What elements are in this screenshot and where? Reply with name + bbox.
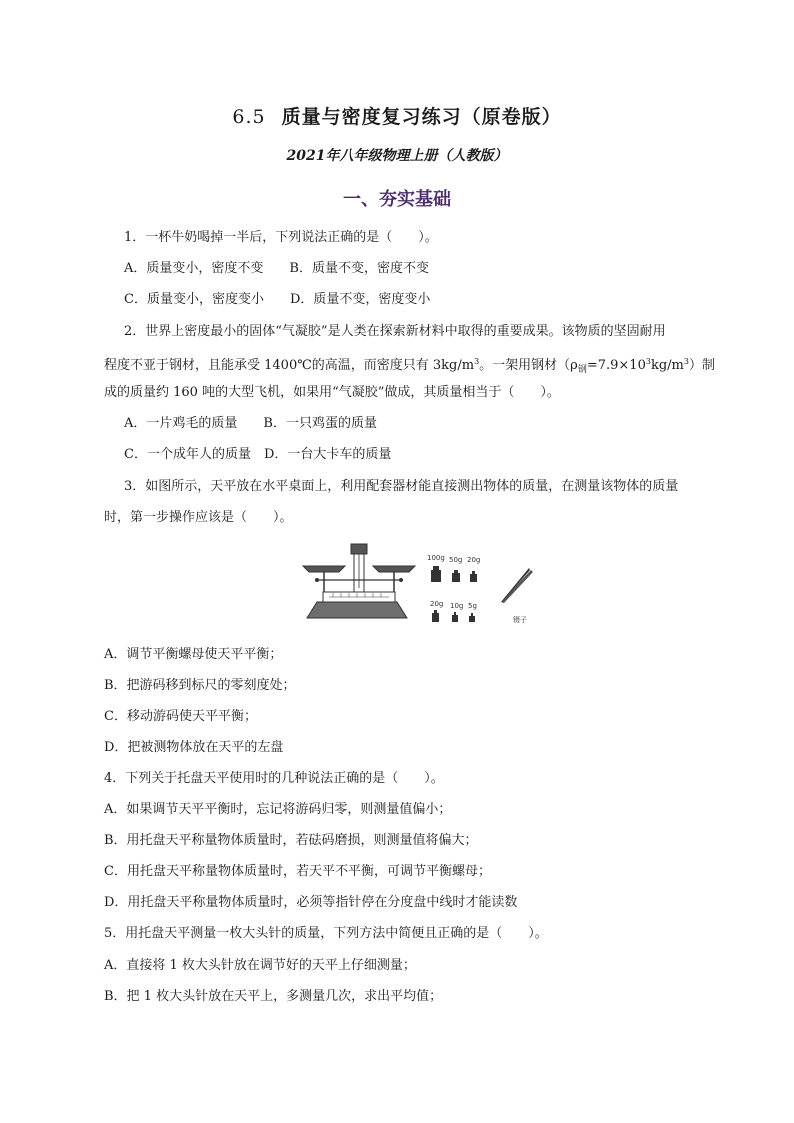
q2-line-3: 成的质量约 160 吨的大型飞机，如果用“气凝胶”做成，其质量相当于（ ）。 <box>104 385 560 400</box>
weight-label-100g: 100g <box>427 554 445 562</box>
title-text: 质量与密度复习练习（原卷版） <box>281 106 562 128</box>
page-subtitle: 2021年八年级物理上册（人教版） <box>286 148 508 164</box>
q3-option-c: C．移动游码使天平平衡； <box>104 709 257 724</box>
balance-figure <box>299 540 547 628</box>
q2-line-1: 2．世界上密度最小的固体“气凝胶”是人类在探索新材料中取得的重要成果。该物质的坚固耐用 <box>124 324 666 339</box>
q5-option-a: A．直接将 1 枚大头针放在调节好的天平上仔细测量； <box>104 958 416 973</box>
q3-line-1: 3．如图所示，天平放在水平桌面上，利用配套器材能直接测出物体的质量，在测量该物体的质量 <box>124 479 679 494</box>
weight-label-20g-bottom: 20g <box>430 600 444 608</box>
q5-stem: 5．用托盘天平测量一枚大头针的质量，下列方法中简便且正确的是（ ）。 <box>104 926 548 941</box>
q3-option-d: D．把被测物体放在天平的左盘 <box>104 740 284 755</box>
q2-options-ab: A．一片鸡毛的质量 B．一只鸡蛋的质量 <box>124 416 377 431</box>
section-heading: 一、夯实基础 <box>343 189 451 210</box>
weight-label-50g: 50g <box>449 556 463 564</box>
q1-options-ab: A．质量变小，密度不变 B．质量不变，密度不变 <box>124 261 429 276</box>
q3-option-a: A．调节平衡螺母使天平平衡； <box>104 647 283 662</box>
q4-option-a: A．如果调节天平平衡时，忘记将游码归零，则测量值偏小； <box>104 802 452 817</box>
q2-options-cd: C．一个成年人的质量 D．一台大卡车的质量 <box>124 447 392 462</box>
q4-option-c: C．用托盘天平称量物体质量时，若天平不平衡，可调节平衡螺母； <box>104 864 491 879</box>
q4-option-d: D．用托盘天平称量物体质量时，必须等指针停在分度盘中线时才能读数 <box>104 895 518 910</box>
title-number: 6.5 <box>232 106 266 128</box>
weight-label-20g-top: 20g <box>467 556 481 564</box>
balance-illustration <box>299 540 547 628</box>
tweezers-label: 镊子 <box>513 616 527 624</box>
weight-label-5g: 5g <box>468 602 477 610</box>
page-title <box>0 104 794 130</box>
q1-options-cd: C．质量变小，密度变小 D．质量不变，密度变小 <box>124 292 431 307</box>
q3-option-b: B．把游码移到标尺的零刻度处； <box>104 678 296 693</box>
q4-stem: 4．下列关于托盘天平使用时的几种说法正确的是（ ）。 <box>104 771 444 786</box>
q5-option-b: B．把 1 枚大头针放在天平上，多测量几次，求出平均值； <box>104 989 443 1004</box>
q2-line-2: 程度不亚于钢材，且能承受 1400℃的高温，而密度只有 $3kg/m^3$。一架用钢材$(\rho_钢=7.9\times 10^3kg/m^3)$制 <box>104 357 715 375</box>
q3-line-2: 时，第一步操作应该是（ ）。 <box>104 510 293 525</box>
q1-stem: 1．一杯牛奶喝掉一半后，下列说法正确的是（ ）。 <box>124 230 438 245</box>
weight-label-10g: 10g <box>450 602 464 610</box>
q4-option-b: B．用托盘天平称量物体质量时，若砝码磨损，则测量值将偏大； <box>104 833 478 848</box>
